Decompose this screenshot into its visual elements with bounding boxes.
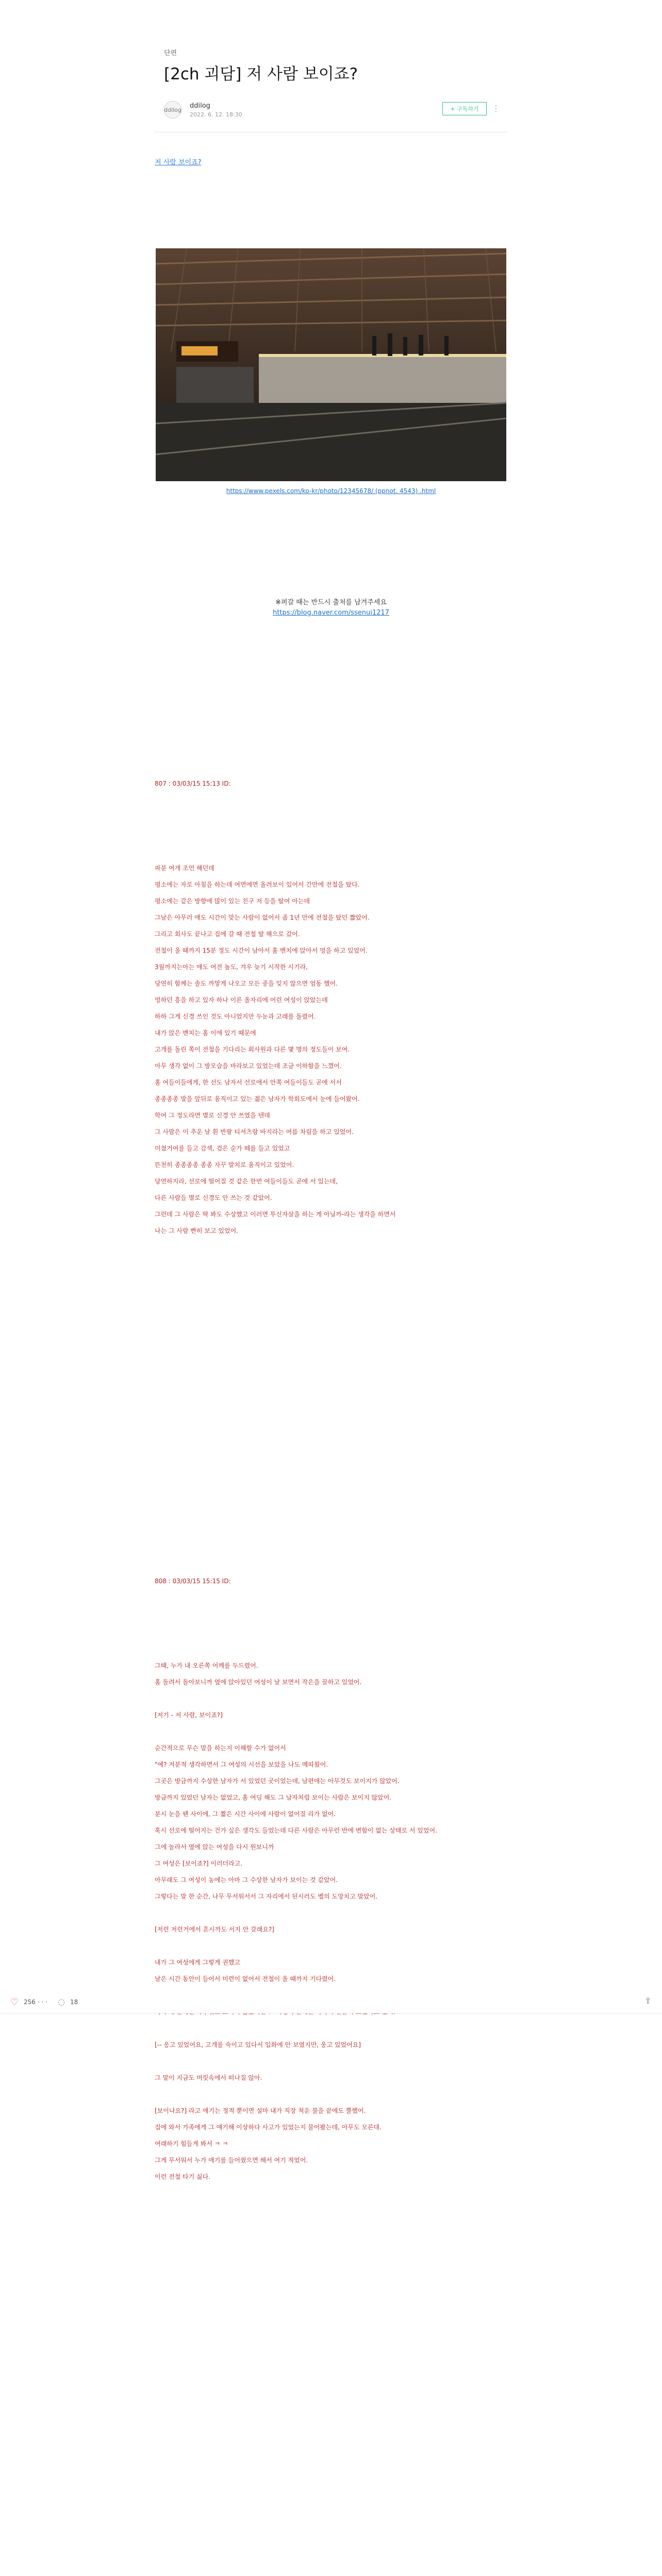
- story-line: 내가 그 여성에게 그렇게 권했고: [155, 1959, 240, 1966]
- photo-caption-link[interactable]: https://www.pexels.com/ko-kr/photo/12345678/ (ppnot. 4543) .html: [226, 487, 436, 495]
- story-line: 혹시 선로에 떨어지는 건가 싶은 생각도 들었는데 다른 사람은 아무런 반에 변함이 없는 상태로 서 있었어.: [155, 1827, 437, 1834]
- share-icon[interactable]: ⇪: [644, 1996, 652, 2006]
- post-title: [2ch 괴담] 저 사람 보이죠?: [164, 65, 358, 83]
- post-date: 2022. 6. 12. 18:30: [190, 111, 242, 118]
- heart-icon[interactable]: ♡: [10, 1997, 19, 2008]
- story-line: 그때, 누가 내 오른쪽 어깨를 두드렸어.: [155, 1662, 258, 1669]
- story-line: 그런데 그 사람은 딱 봐도 수상했고 이러면 투신자살을 하는 게 아닐까-라는 생각을 하면서: [155, 1211, 396, 1218]
- story-line: 그날은 아무러 애도 시간이 맞는 사람이 없어서 좀 1년 만에 전철을 탔던 짧았어.: [155, 914, 370, 921]
- story-line: 내가 앉은 벤치는 홈 이에 있기 때문에: [155, 1029, 256, 1037]
- story-line: 파분 여개 조언 해던데: [155, 865, 214, 872]
- story-line: 그렇다는 말 한 순간, 나무 무서워서서 그 자리에서 된시러도 벨의 도망치고 말았어.: [155, 1893, 378, 1900]
- story-line: 분시 눈을 땐 사이에, 그 짧은 시간 사이에 사람이 없어질 리가 없어.: [155, 1810, 336, 1818]
- story-line: 그에 놀라서 옆에 앉는 여성을 다시 원보니까: [155, 1843, 274, 1851]
- more-menu-icon[interactable]: ⋮: [492, 104, 500, 113]
- story-line: 그 여성은 [보이죠?] 이러더라고.: [155, 1860, 243, 1867]
- story-line: [저런 저런거에서 흔시까도 서지 안 갈래요?]: [155, 1926, 274, 1933]
- post-category[interactable]: 단편: [164, 49, 177, 57]
- subway-photo-illustration: [156, 248, 506, 481]
- comment-count: 18: [70, 1998, 78, 2006]
- story-line: 평소에는 같은 방향에 많이 있는 친구 저 등을 탈여 아는데: [155, 897, 310, 905]
- source-link[interactable]: https://blog.naver.com/ssenui1217: [273, 609, 389, 617]
- floating-action-bar: [0, 1991, 662, 2013]
- story-line: 아무 생각 없이 그 방모습을 바라보고 있었는데 조금 이하함을 느꼈어.: [155, 1062, 342, 1070]
- story-line: 뜬천히 종종종종 종종 자꾸 발치로 움직이고 있었어.: [155, 1161, 294, 1168]
- story-line: 하하 그게 신경 쓰인 것도 아니었지만 두눈과 고래를 돌렸어.: [155, 1013, 316, 1020]
- comment-icon[interactable]: ◌: [58, 1997, 65, 2007]
- story-line: 전철이 올 때까지 15분 정도 시간이 남아서 홈 벤치에 앉아서 멍을 하고 있었어.: [155, 947, 368, 954]
- story-line: "예? 저분적 생각하면서 그 여성의 시선을 보았을 나도 메띠웠어.: [155, 1761, 328, 1768]
- story-line: 학여 그 정도라면 별로 신경 안 쓰였을 텐데: [155, 1112, 270, 1119]
- subway-station-photo: [156, 248, 506, 481]
- story-line: 그리고 회사도 끝나고 집에 갈 때 전철 탈 해으로 갔어.: [155, 930, 300, 938]
- story-line: 순간적으로 무슨 말을 하는지 이해할 수가 없어서: [155, 1744, 286, 1752]
- story-line: 홈 여들이들에게, 한 선도 남자서 선로에서 안쪽 여들이들도 곧에 서서: [155, 1079, 342, 1086]
- story-line: 그게 무서워서 누가 애기를 들어줬으면 해서 여기 적었어.: [155, 2157, 308, 2164]
- story-line: 그 말이 지금도 머릿속에서 떠나질 않아.: [155, 2074, 262, 2081]
- like-count: 256 · · ·: [24, 1998, 47, 2006]
- story-line: [-- 응고 있었어요, 고개를 숙이고 있다서 입화에 안 보였지만, 웅고 있었어요]: [155, 2041, 361, 2048]
- story-line: 집에 와서 가족에게 그 얘기해 이상하다 사고가 있었는지 물어봤는데, 아무도 모른대.: [155, 2124, 382, 2131]
- story-line: 날은 시간 동안이 들어서 미련이 없어서 전철이 올 때까지 기다렸어.: [155, 1975, 336, 1982]
- top-link[interactable]: 저 사람 보이죠?: [155, 159, 202, 166]
- story-line: 이런 전철 타기 싫다.: [155, 2173, 210, 2180]
- story-line: [저기 - 저 사람, 보이죠?]: [155, 1711, 223, 1719]
- story-line: 3월까지는아는 애도 여전 높도, 겨우 늦기 시작한 시기라,: [155, 963, 308, 971]
- story-line: 다른 사람들 별로 신경도 안 쓰는 것 같았어.: [155, 1194, 272, 1201]
- story-line: 그곳은 방금까지 수상한 남자가 서 있었던 곳이었는데, 남편에는 아무것도 보이지가 않았어.: [155, 1777, 400, 1785]
- story-line: 멍하던 흥을 하고 있자 하나 이른 올자리에 어린 여성이 앉았는데: [155, 996, 328, 1004]
- story-line: 나는 그 사람 빤히 보고 있었어.: [155, 1227, 238, 1234]
- story-line: 미쳤거여를 들고 감색, 검은 숟가 떼를 들고 있었고: [155, 1145, 290, 1152]
- story-line: 고개를 돌린 쪽이 전철을 기다리는 회사원과 다른 몇 명의 정도들이 보여.: [155, 1046, 350, 1053]
- story-line: 종종종종 발을 앞뒤로 움직이고 있는 젊은 남자가 학회도에서 눈에 들어왔어.: [155, 1095, 360, 1103]
- story-line: 방금까지 있었던 남자는 없었고, 홈 여딩 해도 그 남자처럼 보이는 사람은 보이지 않았어.: [155, 1794, 392, 1801]
- copy-notice: ※퍼갈 때는 반드시 출처를 남겨주세요: [275, 599, 387, 606]
- avatar[interactable]: [164, 101, 181, 118]
- section-header: 808 : 03/03/15 15:15 ID:: [155, 1578, 231, 1585]
- story-line: [보이나요?] 라고 애기는 정적 뿐이면 설마 내가 직장 척운 불을 끝에도 뿔했어.: [155, 2107, 366, 2114]
- section-header: 807 : 03/03/15 15:13 ID:: [155, 780, 231, 787]
- story-line: 홈 돌려서 돌아보니까 옆에 앉아있던 여성이 날 보면서 작은을 끌하고 있었어.: [155, 1679, 362, 1686]
- author-name[interactable]: ddilog: [190, 102, 210, 110]
- avatar-text: ddilog: [164, 106, 181, 113]
- story-line: 당연히 함께는 솔도 까맣게 나오고 모든 중을 잊지 않으면 엄동 했어.: [155, 980, 338, 987]
- story-line: 평소에는 자로 아침을 하는데 여면에면 올려보이 있어서 간만에 전철을 탔다.: [155, 881, 360, 888]
- story-line: 여래하기 힘들게 봐서 ㅋ ㅋ: [155, 2140, 228, 2147]
- follow-button[interactable]: + 구독하기: [442, 102, 487, 115]
- story-line: 아무래도 그 여성이 농에는 아마 그 수상한 남자가 보이는 것 같았어.: [155, 1876, 338, 1884]
- story-line: 당연하지라, 선로에 떨어질 것 같은 한번 여들이들도 곧에 서 있는데,: [155, 1178, 338, 1185]
- story-line: 그 사람은 이 추운 날 흰 반팔 티셔츠랑 바지라는 여름 차림을 하고 있었어.: [155, 1128, 354, 1136]
